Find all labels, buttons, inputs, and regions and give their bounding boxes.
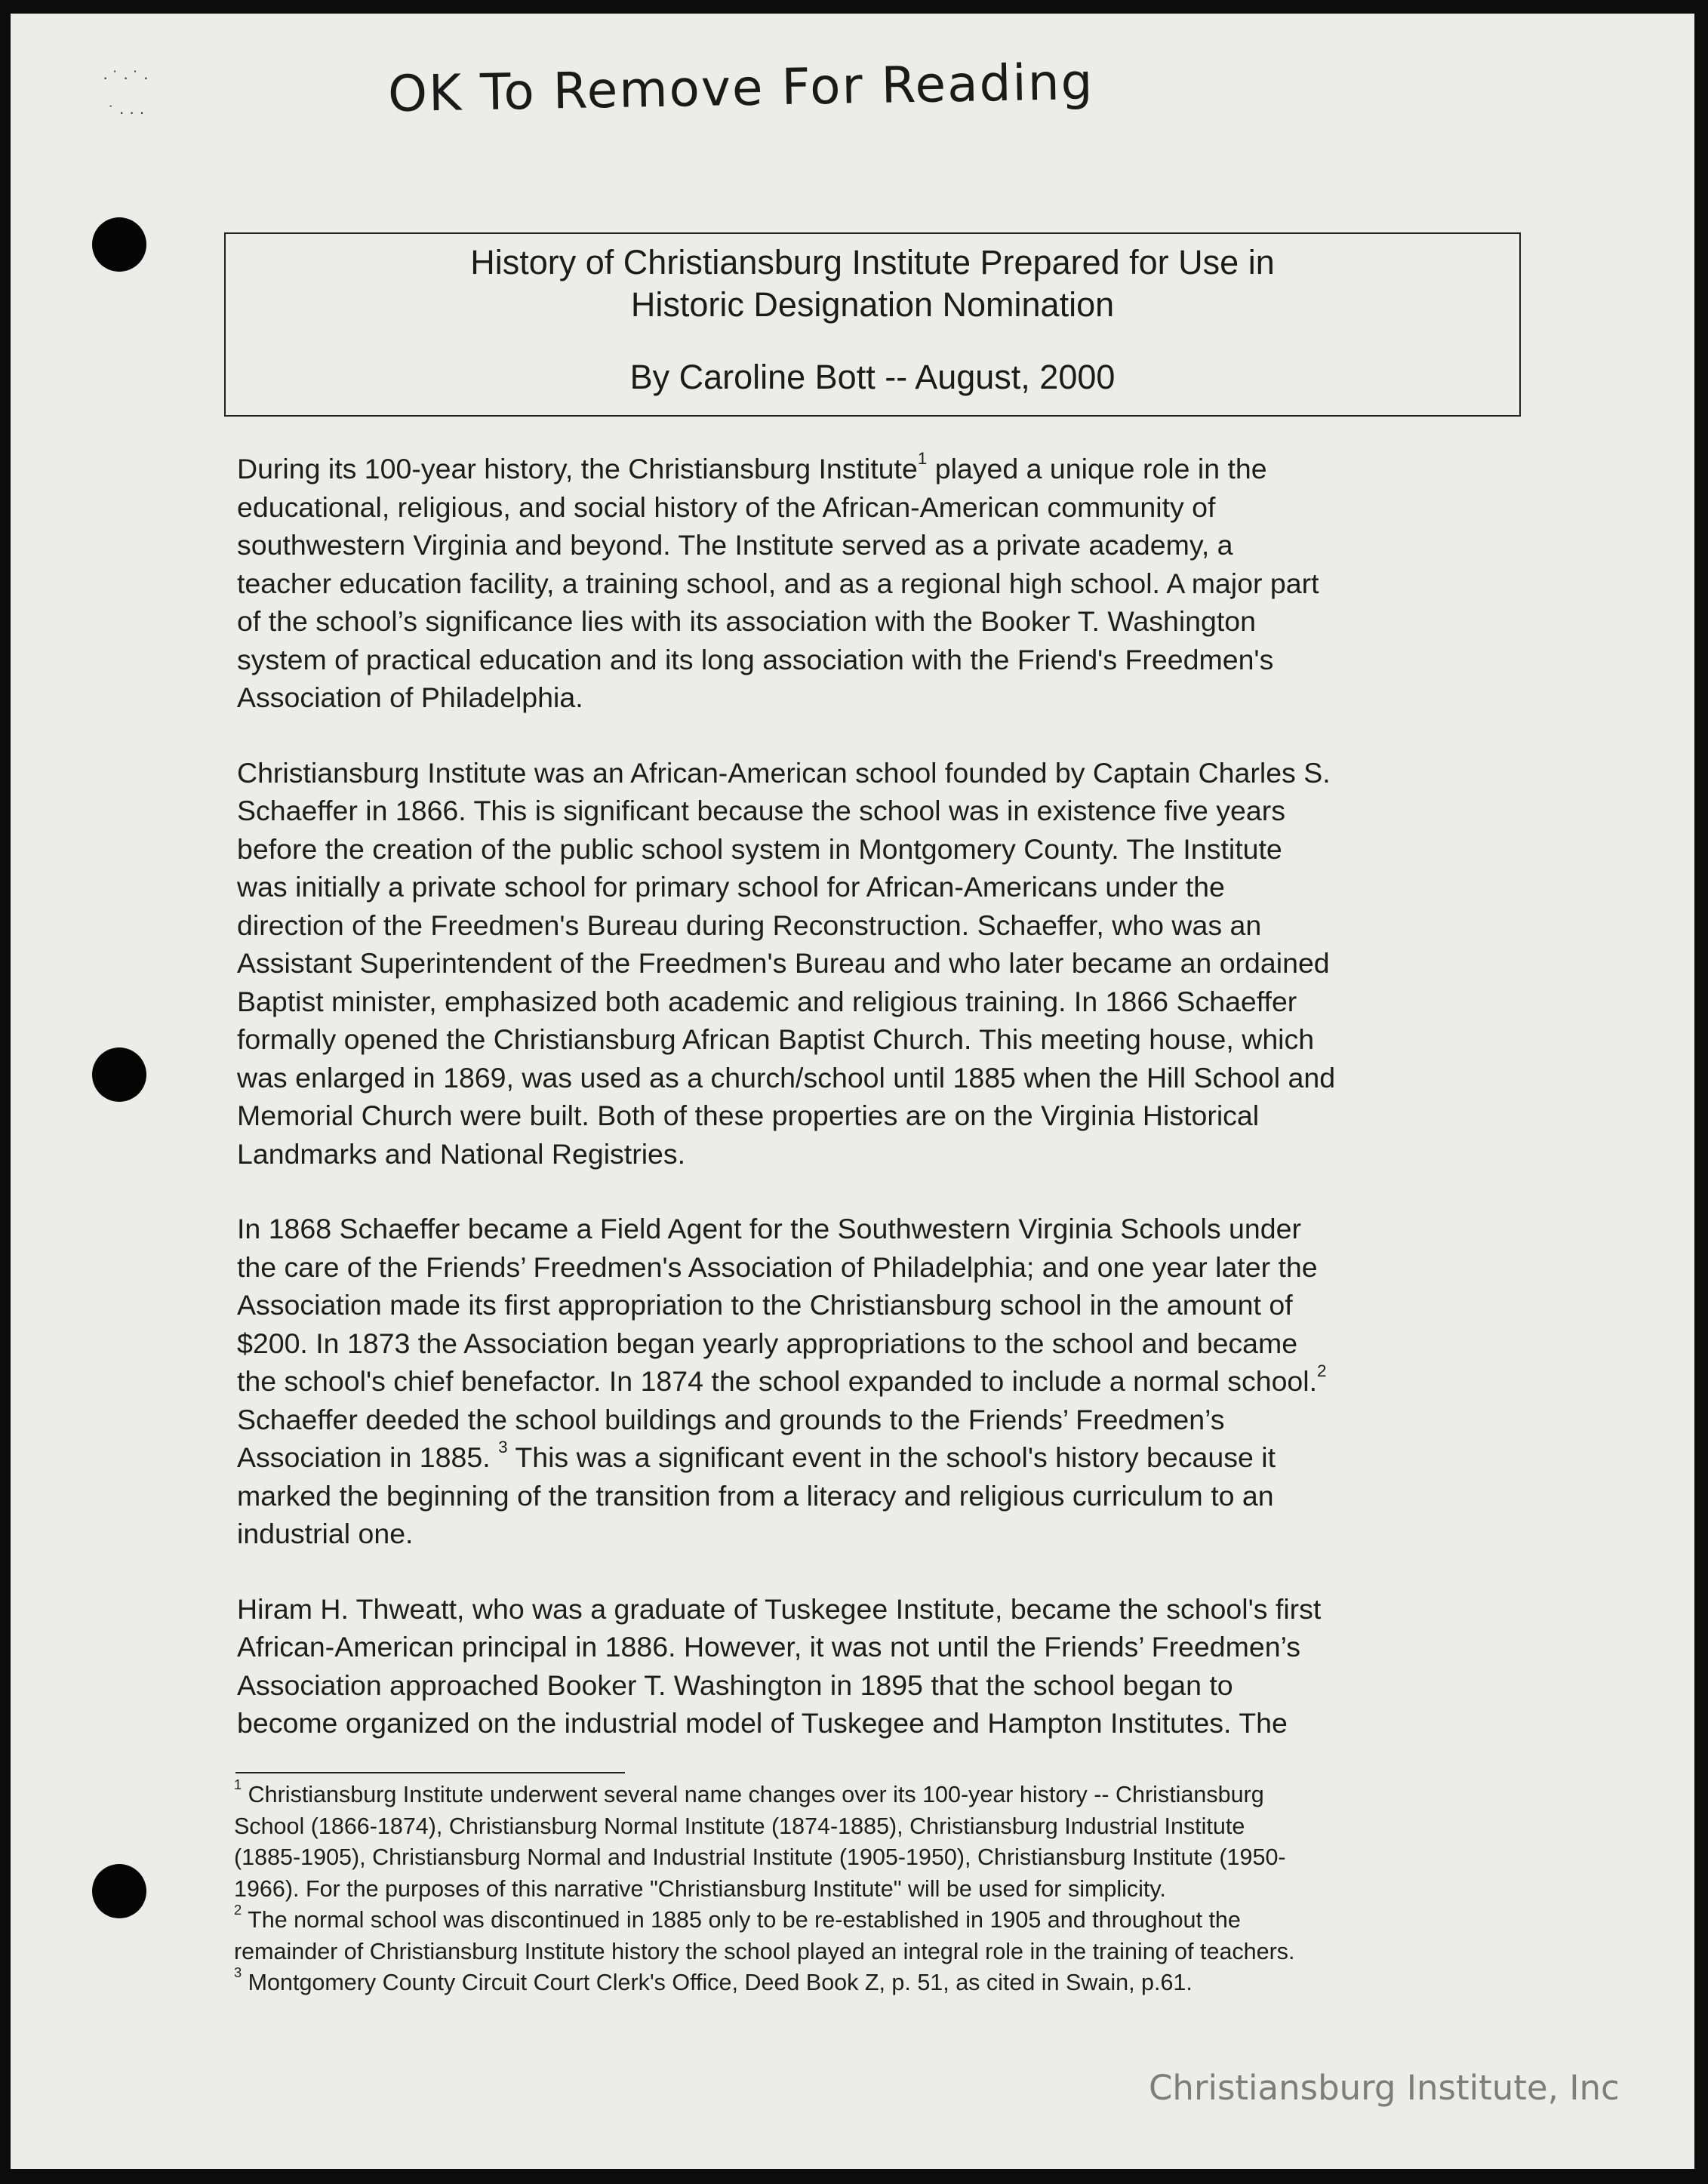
text-line: formally opened the Christiansburg African Baptist Church. This meeting house, which [237, 1023, 1315, 1055]
paragraph-2 [237, 754, 1520, 1174]
punch-hole-top [92, 217, 146, 272]
paragraph-1 [237, 450, 1520, 717]
footnote-3 [234, 1964, 1532, 1999]
paragraph-3 [237, 1210, 1520, 1553]
watermark: Christiansburg Institute, Inc [1149, 2068, 1620, 2108]
text-line: Baptist minister, emphasized both academic and religious training. In 1866 Schaeffer [237, 985, 1297, 1017]
paper-speck: · ˙ · ˙ · [103, 68, 149, 87]
text-line: teacher education facility, a training school, and as a regional high school. A major part [237, 567, 1319, 599]
text-line: School (1866-1874), Christiansburg Normal Institute (1874-1885), Christiansburg Industrial Institute [234, 1813, 1245, 1839]
text-line: In 1868 Schaeffer became a Field Agent for the Southwestern Virginia Schools under [237, 1213, 1301, 1244]
text-line: $200. In 1873 the Association began yearly appropriations to the school and became [237, 1327, 1298, 1359]
text-line: Association in 1885. $^3$ This was a significant event in the school's history because it [237, 1437, 1276, 1473]
text-line: Hiram H. Thweatt, who was a graduate of Tuskegee Institute, became the school's first [237, 1592, 1322, 1625]
text-line: Schaeffer in 1866. This is significant because the school was in existence five years [237, 795, 1285, 826]
text-line: $^2$ The normal school was discontinued in 1885 only to be re-established in 1905 and throughout the [234, 1901, 1241, 1933]
title-line-1: History of Christiansburg Institute Prepared for Use in [470, 243, 1275, 281]
text-line: the school's chief benefactor. In 1874 the school expanded to include a normal school.$^2$ [237, 1361, 1327, 1397]
text-line: $^3$ Montgomery County Circuit Court Clerk's Office, Deed Book Z, p. 51, as cited in Swain, p.61. [234, 1964, 1193, 1995]
text-line: (1885-1905), Christiansburg Normal and Industrial Institute (1905-1950), Christiansburg Institute (1950- [234, 1844, 1286, 1870]
text-line: remainder of Christiansburg Institute history the school played an integral role in the training of teachers. [234, 1938, 1295, 1964]
footnote-ref-1: 1 [917, 448, 928, 468]
text-line: Christiansburg Institute was an African-American school founded by Captain Charles S. [237, 756, 1331, 789]
text-line: industrial one. [237, 1518, 414, 1549]
punch-hole-middle [92, 1047, 146, 1102]
body-text [237, 450, 1520, 1779]
text-line: before the creation of the public school system in Montgomery County. The Institute [237, 832, 1282, 865]
footnotes [234, 1776, 1532, 1999]
title-line-2: Historic Designation Nomination [630, 285, 1115, 324]
text-line: During its 100-year history, the Christiansburg Institute$^1$ played a unique role in the [237, 448, 1267, 484]
text-line: system of practical education and its long association with the Friend's Freedmen's [237, 643, 1274, 675]
text-line: African-American principal in 1886. However, it was not until the Friends’ Freedmen’s [237, 1631, 1300, 1663]
footnote-divider [235, 1772, 625, 1773]
footnote-2 [234, 1901, 1532, 1967]
text-line: the care of the Friends’ Freedmen's Association of Philadelphia; and one year later the [237, 1250, 1318, 1283]
punch-hole-bottom [92, 1864, 146, 1918]
text-line: educational, religious, and social history of the African-American community of [237, 491, 1216, 523]
paper-speck: ˙ · · · [109, 103, 145, 122]
footnote-1 [234, 1776, 1532, 1905]
text-line: was initially a private school for primary school for African-Americans under the [237, 871, 1225, 903]
text-line: southwestern Virginia and beyond. The Institute served as a private academy, a [237, 529, 1233, 561]
text-line: was enlarged in 1869, was used as a church/school until 1885 when the Hill School and [237, 1061, 1336, 1094]
text-line: of the school’s significance lies with its association with the Booker T. Washington [237, 605, 1256, 637]
text-line: direction of the Freedmen's Bureau during Reconstruction. Schaeffer, who was an [237, 909, 1262, 941]
text-line: Memorial Church were built. Both of these properties are on the Virginia Historical [237, 1100, 1260, 1131]
footnote-ref-2: 2 [1317, 1361, 1327, 1380]
title-box [224, 232, 1521, 417]
text-line: Association of Philadelphia. [237, 681, 583, 713]
text-line: 1966). For the purposes of this narrative "Christiansburg Institute" will be used for simplicity. [234, 1875, 1166, 1902]
text-line: become organized on the industrial model of Tuskegee and Hampton Institutes. The [237, 1707, 1288, 1739]
paragraph-4 [237, 1590, 1520, 1743]
text-line: marked the beginning of the transition from a literacy and religious curriculum to an [237, 1479, 1274, 1512]
text-line: Assistant Superintendent of the Freedmen's Bureau and who later became an ordained [237, 947, 1330, 979]
footnote-ref-3: 3 [498, 1437, 508, 1457]
text-line: Landmarks and National Registries. [237, 1137, 686, 1170]
text-line: Association made its first appropriation to the Christiansburg school in the amount of [237, 1289, 1293, 1321]
text-line: Schaeffer deeded the school buildings and grounds to the Friends’ Freedmen’s [237, 1403, 1225, 1435]
text-line: $^1$ Christiansburg Institute underwent several name changes over its 100-year history -- Christiansburg [234, 1776, 1264, 1807]
text-line: Association approached Booker T. Washington in 1895 that the school began to [237, 1669, 1233, 1701]
handwritten-note: OK To Remove For Reading [387, 52, 1095, 124]
title-byline: By Caroline Bott -- August, 2000 [629, 358, 1116, 396]
